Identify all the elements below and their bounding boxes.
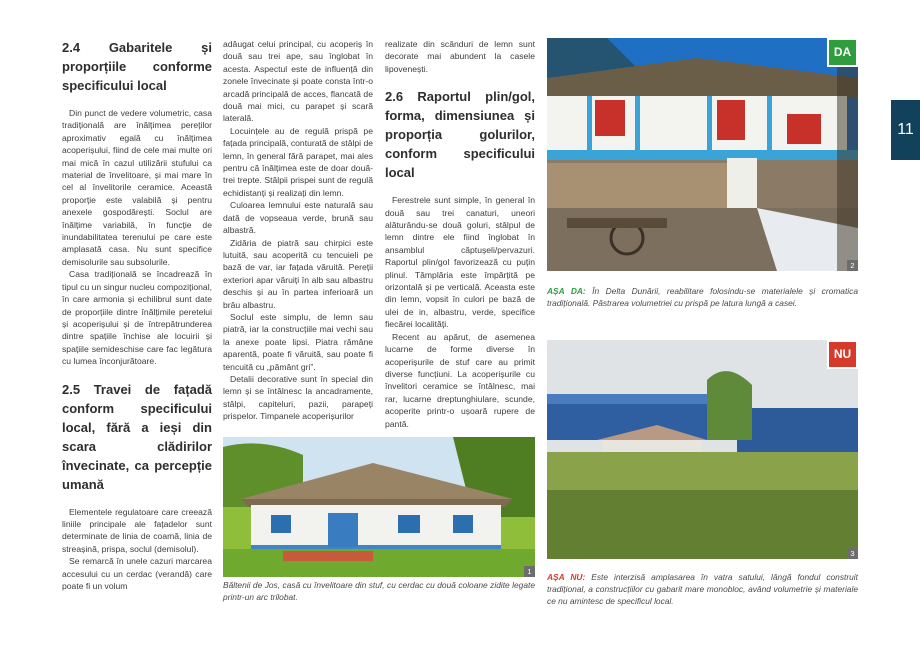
photo-thatched-house xyxy=(223,437,535,577)
paragraph: Ferestrele sunt simple, în general în două sau trei canaturi, uneori alăturându-se două goluri, stâlpul de lemn dintre ele fiind înglobat în ansamblul căptușeli/pervazuri. Raportul plin/gol favorizează cu puțin plinul. Tâmplăria este împărțită pe orizontală și pe verticală. Aceasta este din lemn, vopsit în culori pe bază de ulei de in, albastru, verde, specifice fiecărei localități. xyxy=(385,195,535,330)
caption-lead-da: AȘA DA: xyxy=(547,286,586,296)
paragraph: Din punct de vedere volumetric, casa tradițională are înălțimea pereților aproximativ egală cu înălțimea acoperișului, fiind de cele mai multe ori mai mică în cazul utilizării stufului ca material de învelitoare, și mai mare în cel al învelitorile ceramice. Această proporție este valabilă și pentru anexele gospodărești. Soclul are înălțime variabilă, în funcție de inundabilitatea terenului pe care este amplasată casa. Nu sunt specifice demisolurile sau subsolurile. xyxy=(62,108,212,267)
paragraph: Casa tradițională se încadrează în tipul cu un singur nucleu compozițional, în care armonia și echilibrul sunt date de proporțiile dintre înălțimile peretelui și acoperișului și de întrepătrunderea dintre spațiile închise ale locuirii și spațiile semideschise care fac legătura cu lumea înconjurătoare. xyxy=(62,269,213,367)
figure-number-badge: 1 xyxy=(524,566,535,577)
photo-industrial-building xyxy=(547,340,858,559)
figure-1-caption: Băltenii de Jos, casă cu învelitoare din stuf, cu cerdac cu două coloane zidite legate printr-un arc trilobat. xyxy=(223,580,535,602)
caption-lead-nu: AȘA NU: xyxy=(547,572,586,582)
paragraph: Soclul este simplu, de lemn sau piatră, iar la construcțiile mai vechi sau la anexe poate lipsi. Piatra rămâne aparentă, poate fi văruită, sau poate fi tencuită cu „pământ gri”. xyxy=(223,311,373,372)
paragraph: Detalii decorative sunt în special din lemn și se întâlnesc la ancadramente, stâlpi, capiteluri, pazii, parapeți prispelor. Timpanele acoperișurilor xyxy=(223,373,373,422)
paragraph: Locuințele au de regulă prispă pe fațada principală, conturată de stâlpi de lemn, în general fără parapet, mai ales pentru că înălțimea este de doar două-trei trepte. Stâlpii prispei sunt de regulă echidistanți și realizați din lemn. xyxy=(223,125,374,198)
figure-2-caption xyxy=(547,285,858,309)
da-tag: DA xyxy=(827,38,858,67)
text-column-1 xyxy=(62,38,212,592)
photo-restored-house xyxy=(547,38,858,271)
paragraph: Elementele regulatoare care creează liniile principale ale fațadelor sunt determinate de linia de coamă, linia de streașină, prispa, soclul (demisolul). xyxy=(62,506,212,554)
figure-number-badge: 2 xyxy=(847,260,858,271)
nu-tag: NU xyxy=(827,340,858,369)
text-column-2 xyxy=(223,38,373,423)
paragraph: Culoarea lemnului este naturală sau dată de vopseaua verde, brună sau albastră. xyxy=(223,200,373,236)
paragraph: realizate din scânduri de lemn sunt decorate mai abundent la casele lipovenești. xyxy=(385,39,535,74)
figure-number-badge: 3 xyxy=(847,548,858,559)
text-column-3 xyxy=(385,38,535,430)
paragraph: Zidăria de piatră sau chirpici este lutuită, sau acoperită cu tencuieli pe bază de var, iar fațada văruită. Pereții exteriori apar văruiți în alb sau albastru deschis și au în partea inferioară un brâu albastru. xyxy=(223,237,373,310)
page-number-tab: 11 xyxy=(891,100,920,160)
caption-text: Este interzisă amplasarea în vatra satului, lângă fondul construit tradițional, a construcțiilor cu gabarit mare monobloc, având volumetrie și materiale ce nu amintesc de specificul local. xyxy=(547,572,858,606)
heading-2-5: 2.5 Travei de fațadă conform specificului local, fără a ieși din scara clădirilor învecinate, ca percepție umană xyxy=(62,381,212,492)
paragraph: Se remarcă în unele cazuri marcarea accesului cu un cerdac (verandă) care poate fi un volum xyxy=(62,556,212,591)
paragraph: adăugat celui principal, cu acoperiș în două sau trei ape, sau înglobat în acesta. Aspectul este de influență din zonele învecinate și poate consta într-o arcadă principală de acces, flancată de două mai mici, cu parapet și scară laterală. xyxy=(223,39,373,124)
caption-text: În Delta Dunării, reabilitare folosindu-se materialele și cromatica tradițională. Păstrarea volumetriei cu prispă pe latura lungă a casei. xyxy=(547,286,858,308)
figure-3-caption xyxy=(547,571,858,607)
heading-2-4: 2.4 Gabaritele și proporțiile conforme specificului local xyxy=(62,40,212,93)
paragraph: Recent au apărut, de asemenea lucarne de forme diverse în acoperișurile de stuf care au primit diverse funcțiuni. La acoperișurile cu învelitori ceramice se întâlnesc, mai rar, lucarne dreptunghiulare, scunde, acoperite printr-o ușoară rupere de pantă. xyxy=(385,331,535,429)
heading-2-6: 2.6 Raportul plin/gol, forma, dimensiunea și proporția golurilor, conform specificului local xyxy=(385,89,535,181)
